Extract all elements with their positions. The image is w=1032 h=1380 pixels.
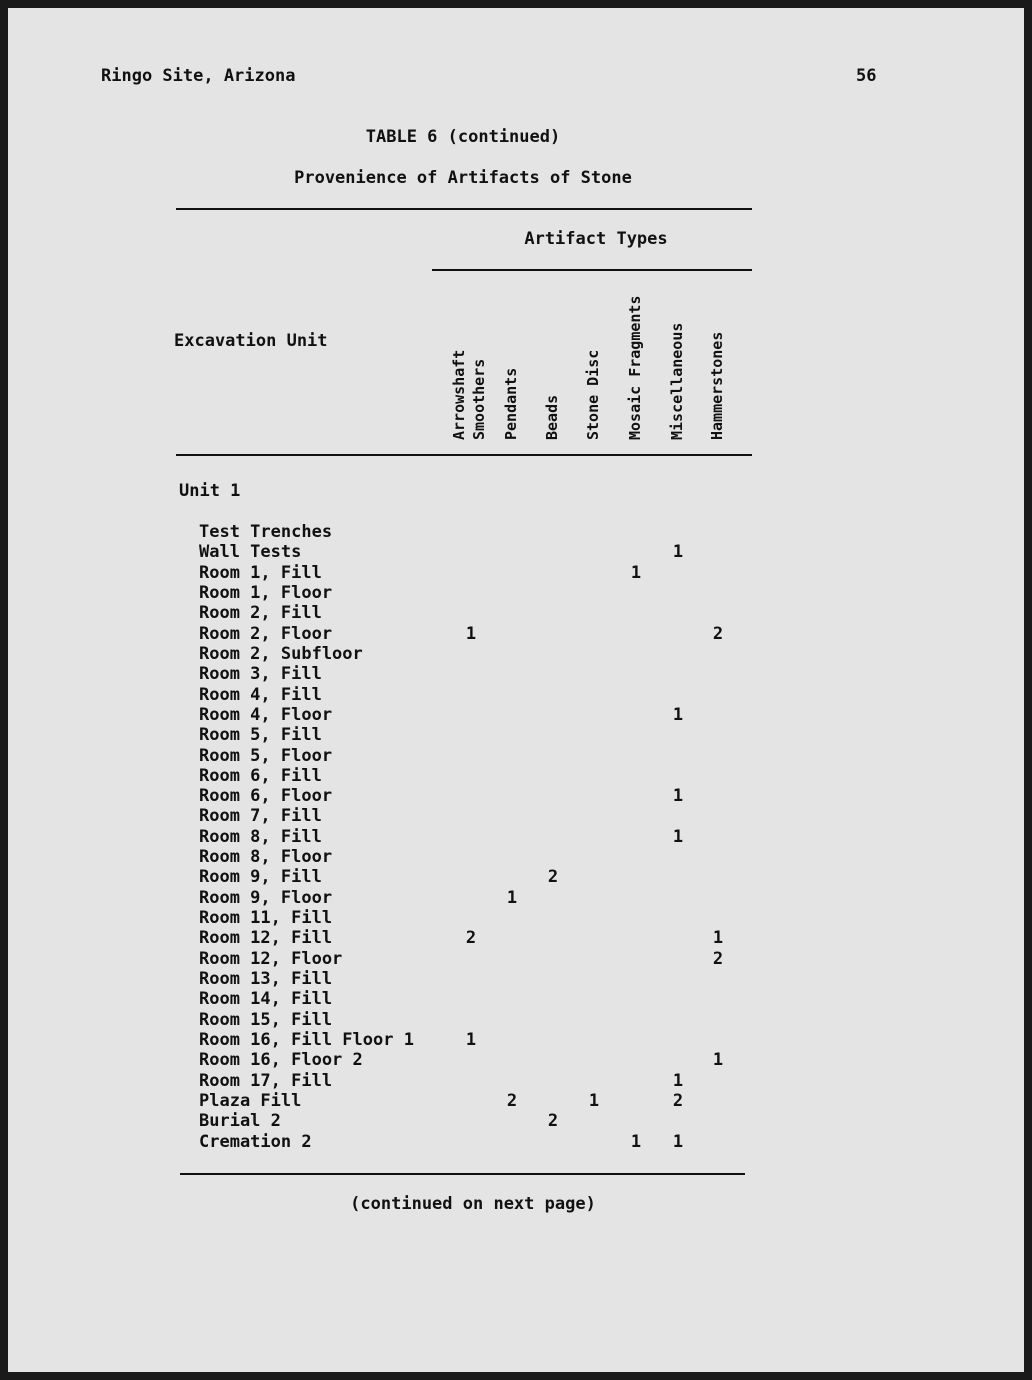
row-label: Room 2, Subfloor	[199, 643, 363, 664]
cell-value: 1	[712, 928, 724, 949]
row-label: Room 16, Floor 2	[199, 1050, 363, 1071]
row-label: Room 1, Floor	[199, 582, 333, 603]
column-header-line: Smoothers	[470, 358, 488, 440]
table-row	[8, 664, 1024, 684]
row-label: Room 9, Floor	[199, 887, 333, 908]
section-label: Unit 1	[179, 481, 241, 501]
excavation-unit-header: Excavation Unit	[174, 331, 328, 351]
column-header-line: Stone Disc	[584, 349, 602, 440]
table-row	[8, 786, 1024, 806]
cell-value: 1	[672, 1131, 684, 1152]
cell-value: 1	[630, 562, 642, 583]
row-label: Room 6, Fill	[199, 765, 322, 786]
cell-value: 1	[630, 1131, 642, 1152]
row-label: Test Trenches	[199, 522, 333, 542]
table-row	[8, 949, 1024, 969]
table-row	[8, 888, 1024, 908]
top-rule	[176, 208, 752, 210]
cell-value: 1	[672, 542, 684, 563]
table-row	[8, 847, 1024, 867]
table-row	[8, 908, 1024, 928]
column-header-line: Beads	[543, 394, 561, 440]
table-row	[8, 1111, 1024, 1131]
row-label: Room 7, Fill	[199, 806, 322, 827]
table-row	[8, 563, 1024, 583]
artifact-types-header: Artifact Types	[524, 229, 668, 249]
table-row	[8, 928, 1024, 948]
table-caption: TABLE 6 (continued)	[365, 127, 561, 147]
row-label: Room 8, Fill	[199, 826, 322, 847]
row-label: Cremation 2	[199, 1131, 312, 1152]
row-label: Room 13, Fill	[199, 969, 333, 990]
cell-value: 2	[672, 1090, 684, 1111]
table-row	[8, 685, 1024, 705]
table-row	[8, 989, 1024, 1009]
row-label: Room 12, Fill	[199, 928, 333, 949]
cell-value: 1	[672, 704, 684, 725]
table-row	[8, 827, 1024, 847]
row-label: Room 17, Fill	[199, 1070, 333, 1091]
row-label: Room 9, Fill	[199, 867, 322, 888]
row-label: Room 2, Floor	[199, 623, 333, 644]
row-label: Room 5, Fill	[199, 725, 322, 746]
table-row	[8, 542, 1024, 562]
row-label: Room 8, Floor	[199, 847, 333, 868]
row-label: Room 2, Fill	[199, 603, 322, 624]
table-row	[8, 725, 1024, 745]
cell-value: 1	[672, 786, 684, 807]
table-row	[8, 624, 1024, 644]
row-label: Room 5, Floor	[199, 745, 333, 766]
table-row	[8, 1030, 1024, 1050]
row-label: Room 11, Fill	[199, 908, 333, 929]
cell-value: 1	[712, 1050, 724, 1071]
row-label: Room 14, Fill	[199, 989, 333, 1010]
table-row	[8, 1050, 1024, 1070]
table-row	[8, 1071, 1024, 1091]
column-header-line: Miscellaneous	[668, 322, 686, 440]
cell-value: 1	[465, 1030, 477, 1050]
table-row	[8, 766, 1024, 786]
group-rule	[432, 269, 752, 271]
bottom-rule	[180, 1173, 745, 1175]
table-row	[8, 583, 1024, 603]
table-row	[8, 746, 1024, 766]
cell-value: 2	[547, 1111, 559, 1132]
cell-value: 1	[465, 623, 477, 644]
row-label: Room 4, Floor	[199, 704, 333, 725]
cell-value: 1	[588, 1090, 600, 1111]
document-page	[8, 8, 1024, 1372]
cell-value: 2	[506, 1090, 518, 1111]
row-label: Plaza Fill	[199, 1090, 302, 1111]
cell-value: 1	[672, 826, 684, 847]
row-label: Burial 2	[199, 1111, 281, 1132]
table-row	[8, 969, 1024, 989]
row-label: Room 15, Fill	[199, 1009, 333, 1030]
row-label: Room 1, Fill	[199, 562, 322, 583]
row-label: Room 4, Fill	[199, 684, 322, 705]
page-number: 56	[856, 66, 877, 86]
running-title: Ringo Site, Arizona	[101, 66, 296, 86]
table-row	[8, 705, 1024, 725]
row-label: Room 12, Floor	[199, 948, 343, 969]
table-row	[8, 867, 1024, 887]
table-row	[8, 806, 1024, 826]
row-label: Room 16, Fill Floor 1	[199, 1030, 414, 1050]
table-row	[8, 1091, 1024, 1111]
table-row	[8, 1010, 1024, 1030]
table-row	[8, 522, 1024, 542]
header-rule	[176, 454, 752, 456]
table-row	[8, 644, 1024, 664]
cell-value: 2	[547, 867, 559, 888]
row-label: Wall Tests	[199, 542, 302, 563]
cell-value: 1	[506, 887, 518, 908]
column-header-line: Pendants	[502, 367, 520, 440]
row-label: Room 3, Fill	[199, 664, 322, 685]
column-header-line: Mosaic Fragments	[626, 295, 644, 440]
table-row	[8, 603, 1024, 623]
cell-value: 2	[712, 623, 724, 644]
row-label: Room 6, Floor	[199, 786, 333, 807]
continued-note: (continued on next page)	[350, 1194, 596, 1214]
cell-value: 2	[712, 948, 724, 969]
cell-value: 2	[465, 928, 477, 949]
table-row	[8, 1132, 1024, 1152]
column-header-line: Arrowshaft	[450, 349, 468, 440]
table-title: Provenience of Artifacts of Stone	[294, 168, 632, 188]
column-header-line: Hammerstones	[708, 331, 726, 440]
cell-value: 1	[672, 1070, 684, 1091]
